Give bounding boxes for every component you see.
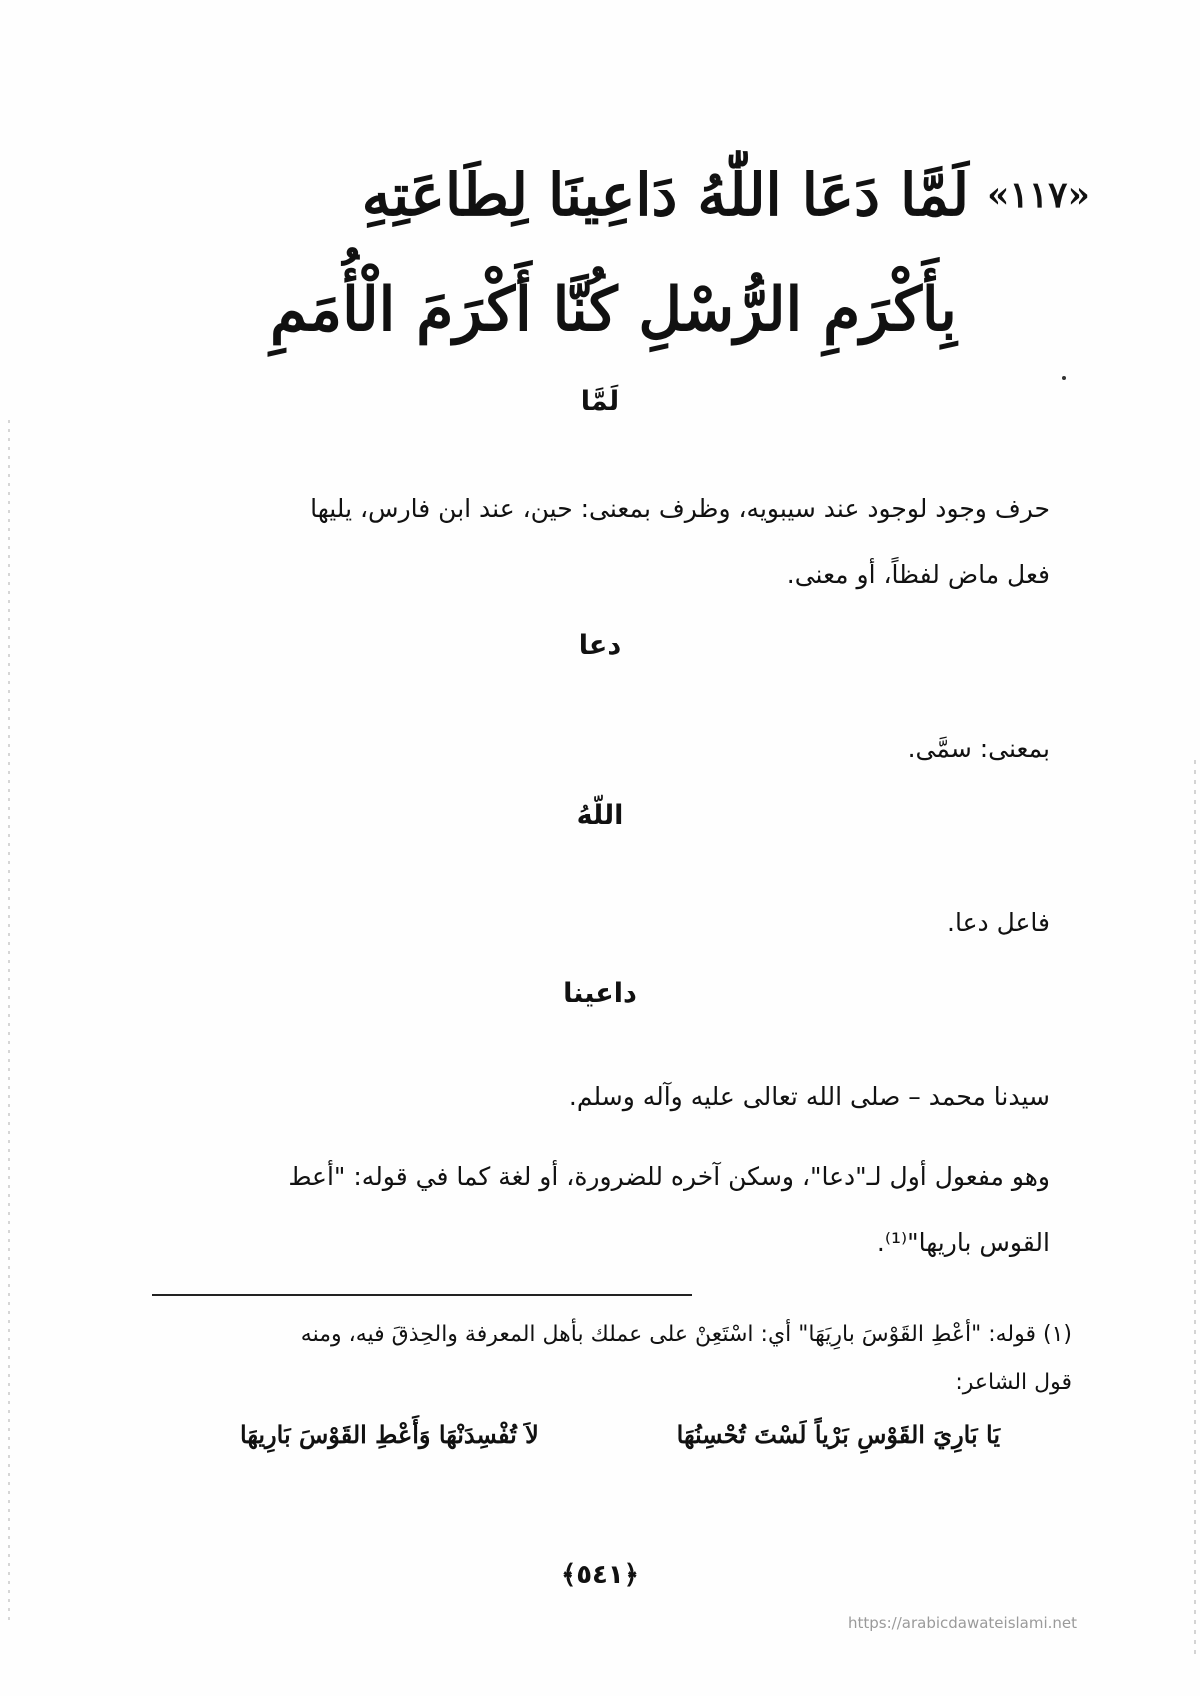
page-number: ﴿٥٤١﴾ (560, 1560, 640, 1590)
verse-line-1 (330, 150, 1090, 240)
verse-number: «١١٧» (986, 174, 1090, 216)
watermark-url: https://arabicdawateislami.net (848, 1614, 1078, 1632)
explanation-line: حرف وجود لوجود عند سيبويه، وظرف بمعنى: حين، عند ابن فارس، يليها (310, 494, 1050, 523)
verse-hemistich-2: بِأَكْرَمِ الرُّسْلِ كُنَّا أَكْرَمَ الْأُمَمِ (270, 275, 957, 345)
explanation-line: فعل ماض لفظاً، أو معنى. (786, 560, 1050, 589)
explanation-line: سيدنا محمد – صلى الله تعالى عليه وآله وسلم. (568, 1082, 1050, 1111)
verse-block (240, 150, 1090, 380)
scan-edge-left (8, 420, 10, 1620)
stray-dot (1062, 376, 1066, 380)
footnote-separator (152, 1294, 692, 1296)
explanation-line: القوس باريها"⁽¹⁾. (876, 1228, 1050, 1257)
poem-hemistich-left: لاَ تُفْسِدَنْهَا وَأَعْطِ القَوْسَ بَارِيهَا (240, 1420, 539, 1449)
footnote-line: (١) قوله: "أعْطِ القَوْسَ بارِيَهَا" أي: اسْتَعِنْ على عملك بأهل المعرفة والحِذقَ فيه، ومنه (300, 1322, 1072, 1347)
word-heading: داعينا (563, 978, 637, 1009)
verse-hemistich-1: لَمَّا دَعَا اللّٰهُ دَاعِينَا لِطَاعَتِهِ (361, 161, 969, 229)
explanation-line: فاعل دعا. (947, 908, 1050, 937)
scan-edge-right (1194, 760, 1196, 1660)
explanation-line: بمعنى: سمَّى. (907, 734, 1050, 763)
poem-hemistich-right: يَا بَارِيَ القَوْسِ بَرْياً لَسْتَ تُحْسِنُهَا (676, 1420, 1000, 1449)
word-heading: لَمَّا (580, 386, 620, 417)
word-heading: دعا (578, 630, 622, 661)
explanation-line: وهو مفعول أول لـ"دعا"، وسكن آخره للضرورة، أو لغة كما في قوله: "أعط (288, 1162, 1050, 1191)
poem-verse (240, 1420, 1000, 1470)
word-heading: اللّهُ (576, 800, 624, 831)
verse-line-2 (270, 260, 957, 360)
footnote-line: قول الشاعر: (955, 1370, 1072, 1395)
